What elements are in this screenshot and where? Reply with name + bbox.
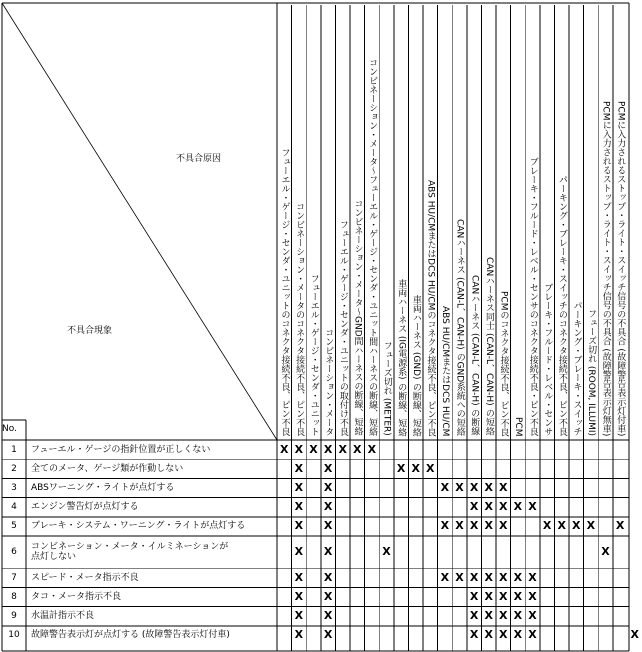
cause-header: ブレーキ・フルード・レベル・センサのコネクタ接続不良・ピン不良 bbox=[527, 157, 538, 436]
cause-header: ABS HU/CMまたはDCS HU/CM bbox=[440, 306, 451, 437]
cause-mark: X bbox=[513, 628, 523, 642]
cause-mark: X bbox=[323, 609, 333, 623]
cause-mark: X bbox=[323, 519, 333, 533]
cause-mark: X bbox=[484, 590, 493, 603]
cause-mark: X bbox=[440, 519, 450, 533]
cause-header: コンビネーション・メータ〜フューエル・ゲージ・センダ・ユニット間ハーネスの断線、短絡 bbox=[367, 58, 378, 436]
cause-mark: X bbox=[294, 461, 304, 475]
cause-mark: X bbox=[499, 590, 508, 603]
row-number: 10 bbox=[8, 630, 20, 641]
symptom-label bbox=[31, 542, 228, 562]
cause-mark: X bbox=[323, 545, 333, 559]
symptom-text: ABSワーニング・ライトが点灯する bbox=[31, 483, 175, 493]
cause-header: 車両ハーネス (IG電源系) の断線、短絡 bbox=[396, 279, 407, 437]
symptom-text: 点灯しない bbox=[31, 552, 77, 563]
cause-mark: X bbox=[367, 442, 377, 456]
cause-mark: X bbox=[323, 481, 333, 494]
cause-mark: X bbox=[440, 481, 450, 494]
cause-mark: X bbox=[294, 519, 304, 533]
cause-mark: X bbox=[440, 570, 450, 584]
cause-mark: X bbox=[484, 628, 493, 642]
cause-header: PCMに入力されるストップ・ライト・スイッチ信号の不具合 (故障警告表示灯無車) bbox=[600, 101, 611, 437]
row-number: 3 bbox=[11, 483, 17, 493]
no-column-header: No. bbox=[2, 424, 17, 434]
cause-mark: X bbox=[294, 570, 304, 584]
symptom-text: 全てのメータ、ゲージ類が作動しない bbox=[31, 463, 184, 474]
cause-mark: X bbox=[630, 628, 639, 642]
cause-mark: X bbox=[323, 590, 333, 603]
cause-mark: X bbox=[484, 519, 493, 533]
symptom-label bbox=[31, 611, 94, 621]
cause-mark: X bbox=[542, 519, 552, 533]
symptom-label bbox=[31, 483, 174, 493]
cause-mark: X bbox=[455, 519, 464, 533]
cause-mark: X bbox=[469, 628, 479, 642]
cause-mark: X bbox=[469, 481, 479, 494]
cause-header: PCMのコネクタ接続不良、ピン不良 bbox=[498, 291, 509, 437]
cause-header: CANハーネス (CAN-L、CAN-H) の断線 bbox=[469, 275, 480, 436]
cause-mark: X bbox=[513, 590, 523, 603]
symptom-label bbox=[31, 573, 139, 583]
symptom-text: 水温計指示不良 bbox=[31, 611, 95, 622]
symptom-text: エンジン警告灯が点灯する bbox=[31, 502, 139, 513]
symptom-text: タコ・メータ指示不良 bbox=[31, 592, 122, 602]
cause-mark: X bbox=[528, 500, 537, 514]
row-number: 9 bbox=[11, 611, 17, 622]
row-number: 4 bbox=[11, 502, 17, 513]
cause-mark: X bbox=[528, 570, 537, 584]
cause-header: 車両ハーネス (GND) の断線、短絡 bbox=[410, 295, 421, 437]
cause-mark: X bbox=[309, 442, 318, 456]
cause-mark: X bbox=[586, 519, 596, 533]
cause-header: コンビネーション・メータ〜GND間ハーネスの断線、短絡 bbox=[352, 199, 363, 436]
cause-mark: X bbox=[294, 442, 304, 456]
cause-mark: X bbox=[280, 442, 289, 456]
cause-mark: X bbox=[294, 481, 304, 494]
row-number: 2 bbox=[11, 463, 17, 474]
symptom-text: 故障警告表示灯が点灯する (故障警告表示灯付車) bbox=[31, 630, 230, 641]
cause-header: CANハーネス (CAN-L、CAN-H) のGND系統への短絡 bbox=[454, 219, 465, 437]
cause-mark: X bbox=[528, 628, 537, 642]
cause-mark: X bbox=[601, 545, 610, 559]
cause-header: フューズ切れ (METER) bbox=[381, 341, 392, 436]
cause-header: フューズ切れ (ROOM, ILLUMI) bbox=[586, 309, 597, 437]
cause-mark: X bbox=[294, 590, 304, 603]
cause-mark: X bbox=[513, 500, 523, 514]
cause-mark: X bbox=[323, 500, 333, 514]
cause-mark: X bbox=[353, 442, 362, 456]
cause-mark: X bbox=[338, 442, 347, 456]
cause-mark: X bbox=[469, 500, 479, 514]
cause-header: PCMに入力されるストップ・ライト・スイッチ信号の不具合 (故障警告表示灯付車) bbox=[615, 101, 626, 437]
row-number: 6 bbox=[11, 547, 17, 558]
cause-mark: X bbox=[557, 519, 566, 533]
cause-mark: X bbox=[469, 570, 479, 584]
cause-mark: X bbox=[484, 609, 493, 623]
cause-mark: X bbox=[499, 500, 508, 514]
cause-mark: X bbox=[528, 609, 537, 623]
cause-header: ブレーキ・フルード・レベル・センサ bbox=[542, 283, 553, 436]
symptom-text: フューエル・ゲージの指針位置が正しくない bbox=[31, 444, 211, 455]
cause-mark: X bbox=[615, 519, 625, 533]
cause-mark: X bbox=[396, 461, 406, 475]
cause-mark: X bbox=[323, 570, 333, 584]
cause-header: コンビネーション・メータ bbox=[323, 328, 334, 436]
cause-mark: X bbox=[499, 570, 508, 584]
cause-mark: X bbox=[499, 628, 508, 642]
cause-corner-label: 不具合原因 bbox=[176, 154, 222, 164]
cause-mark: X bbox=[455, 481, 464, 494]
cause-mark: X bbox=[426, 461, 435, 475]
cause-mark: X bbox=[572, 519, 581, 533]
row-number: 7 bbox=[11, 572, 17, 583]
cause-mark: X bbox=[499, 481, 508, 494]
cause-mark: X bbox=[469, 590, 479, 603]
cause-mark: X bbox=[455, 570, 464, 584]
cause-header: PCM bbox=[513, 417, 524, 437]
cause-header: パーキング・ブレーキ・スイッチのコネクタ接続不良、ピン不良 bbox=[556, 175, 567, 436]
symptom-label bbox=[31, 592, 121, 602]
symptom-label bbox=[31, 521, 245, 531]
cause-mark: X bbox=[484, 500, 493, 514]
symptom-label bbox=[31, 445, 210, 455]
cause-mark: X bbox=[469, 519, 479, 533]
cause-mark: X bbox=[499, 519, 508, 533]
symptom-label bbox=[31, 502, 139, 512]
cause-mark: X bbox=[513, 570, 523, 584]
symptom-text: スピード・メータ指示不良 bbox=[31, 572, 139, 583]
cause-mark: X bbox=[499, 609, 508, 623]
row-number: 8 bbox=[11, 592, 17, 602]
cause-header: フューエル・ゲージ・センダ・ユニットの取付け不良 bbox=[337, 220, 348, 436]
cause-mark: X bbox=[469, 609, 479, 623]
symptom-label bbox=[31, 464, 183, 474]
cause-header: フューエル・ゲージ・センダ・ユニットのコネクタ接続不良、ピン不良 bbox=[279, 148, 290, 436]
symptom-corner-label: 不具合現象 bbox=[67, 326, 113, 336]
row-number: 5 bbox=[11, 521, 17, 532]
cause-mark: X bbox=[294, 545, 304, 559]
row-number: 1 bbox=[11, 444, 17, 455]
cause-mark: X bbox=[484, 481, 493, 494]
cause-header: フューエル・ゲージ・センダ・ユニット bbox=[308, 274, 319, 436]
corner-diagonal bbox=[2, 3, 277, 440]
cause-mark: X bbox=[528, 590, 537, 603]
symptom-text: ブレーキ・システム・ワーニング・ライトが点灯する bbox=[31, 521, 246, 532]
cause-header: ABS HU/CMまたはDCS HU/CMのコネクタ接続不良、ピン不良 bbox=[425, 180, 436, 437]
cause-mark: X bbox=[513, 609, 523, 623]
cause-mark: X bbox=[323, 628, 333, 642]
cause-header: コンビネーション・メータのコネクタ接続不良、ピン不良 bbox=[294, 202, 305, 436]
cause-mark: X bbox=[294, 500, 304, 514]
cause-mark: X bbox=[294, 628, 304, 642]
cause-mark: X bbox=[323, 461, 333, 475]
cause-header: CANハーネス同士 (CAN-L、CAN-H) の短絡 bbox=[483, 257, 494, 436]
cause-mark: X bbox=[411, 461, 420, 475]
symptom-label bbox=[31, 630, 230, 640]
symptom-text: コンビネーション・メータ・イルミネーションが bbox=[31, 542, 229, 553]
cause-mark: X bbox=[294, 609, 304, 623]
cause-header: パーキング・ブレーキ・スイッチ bbox=[571, 301, 582, 436]
cause-mark: X bbox=[382, 545, 391, 559]
cause-mark: X bbox=[323, 442, 333, 456]
cause-mark: X bbox=[484, 570, 493, 584]
